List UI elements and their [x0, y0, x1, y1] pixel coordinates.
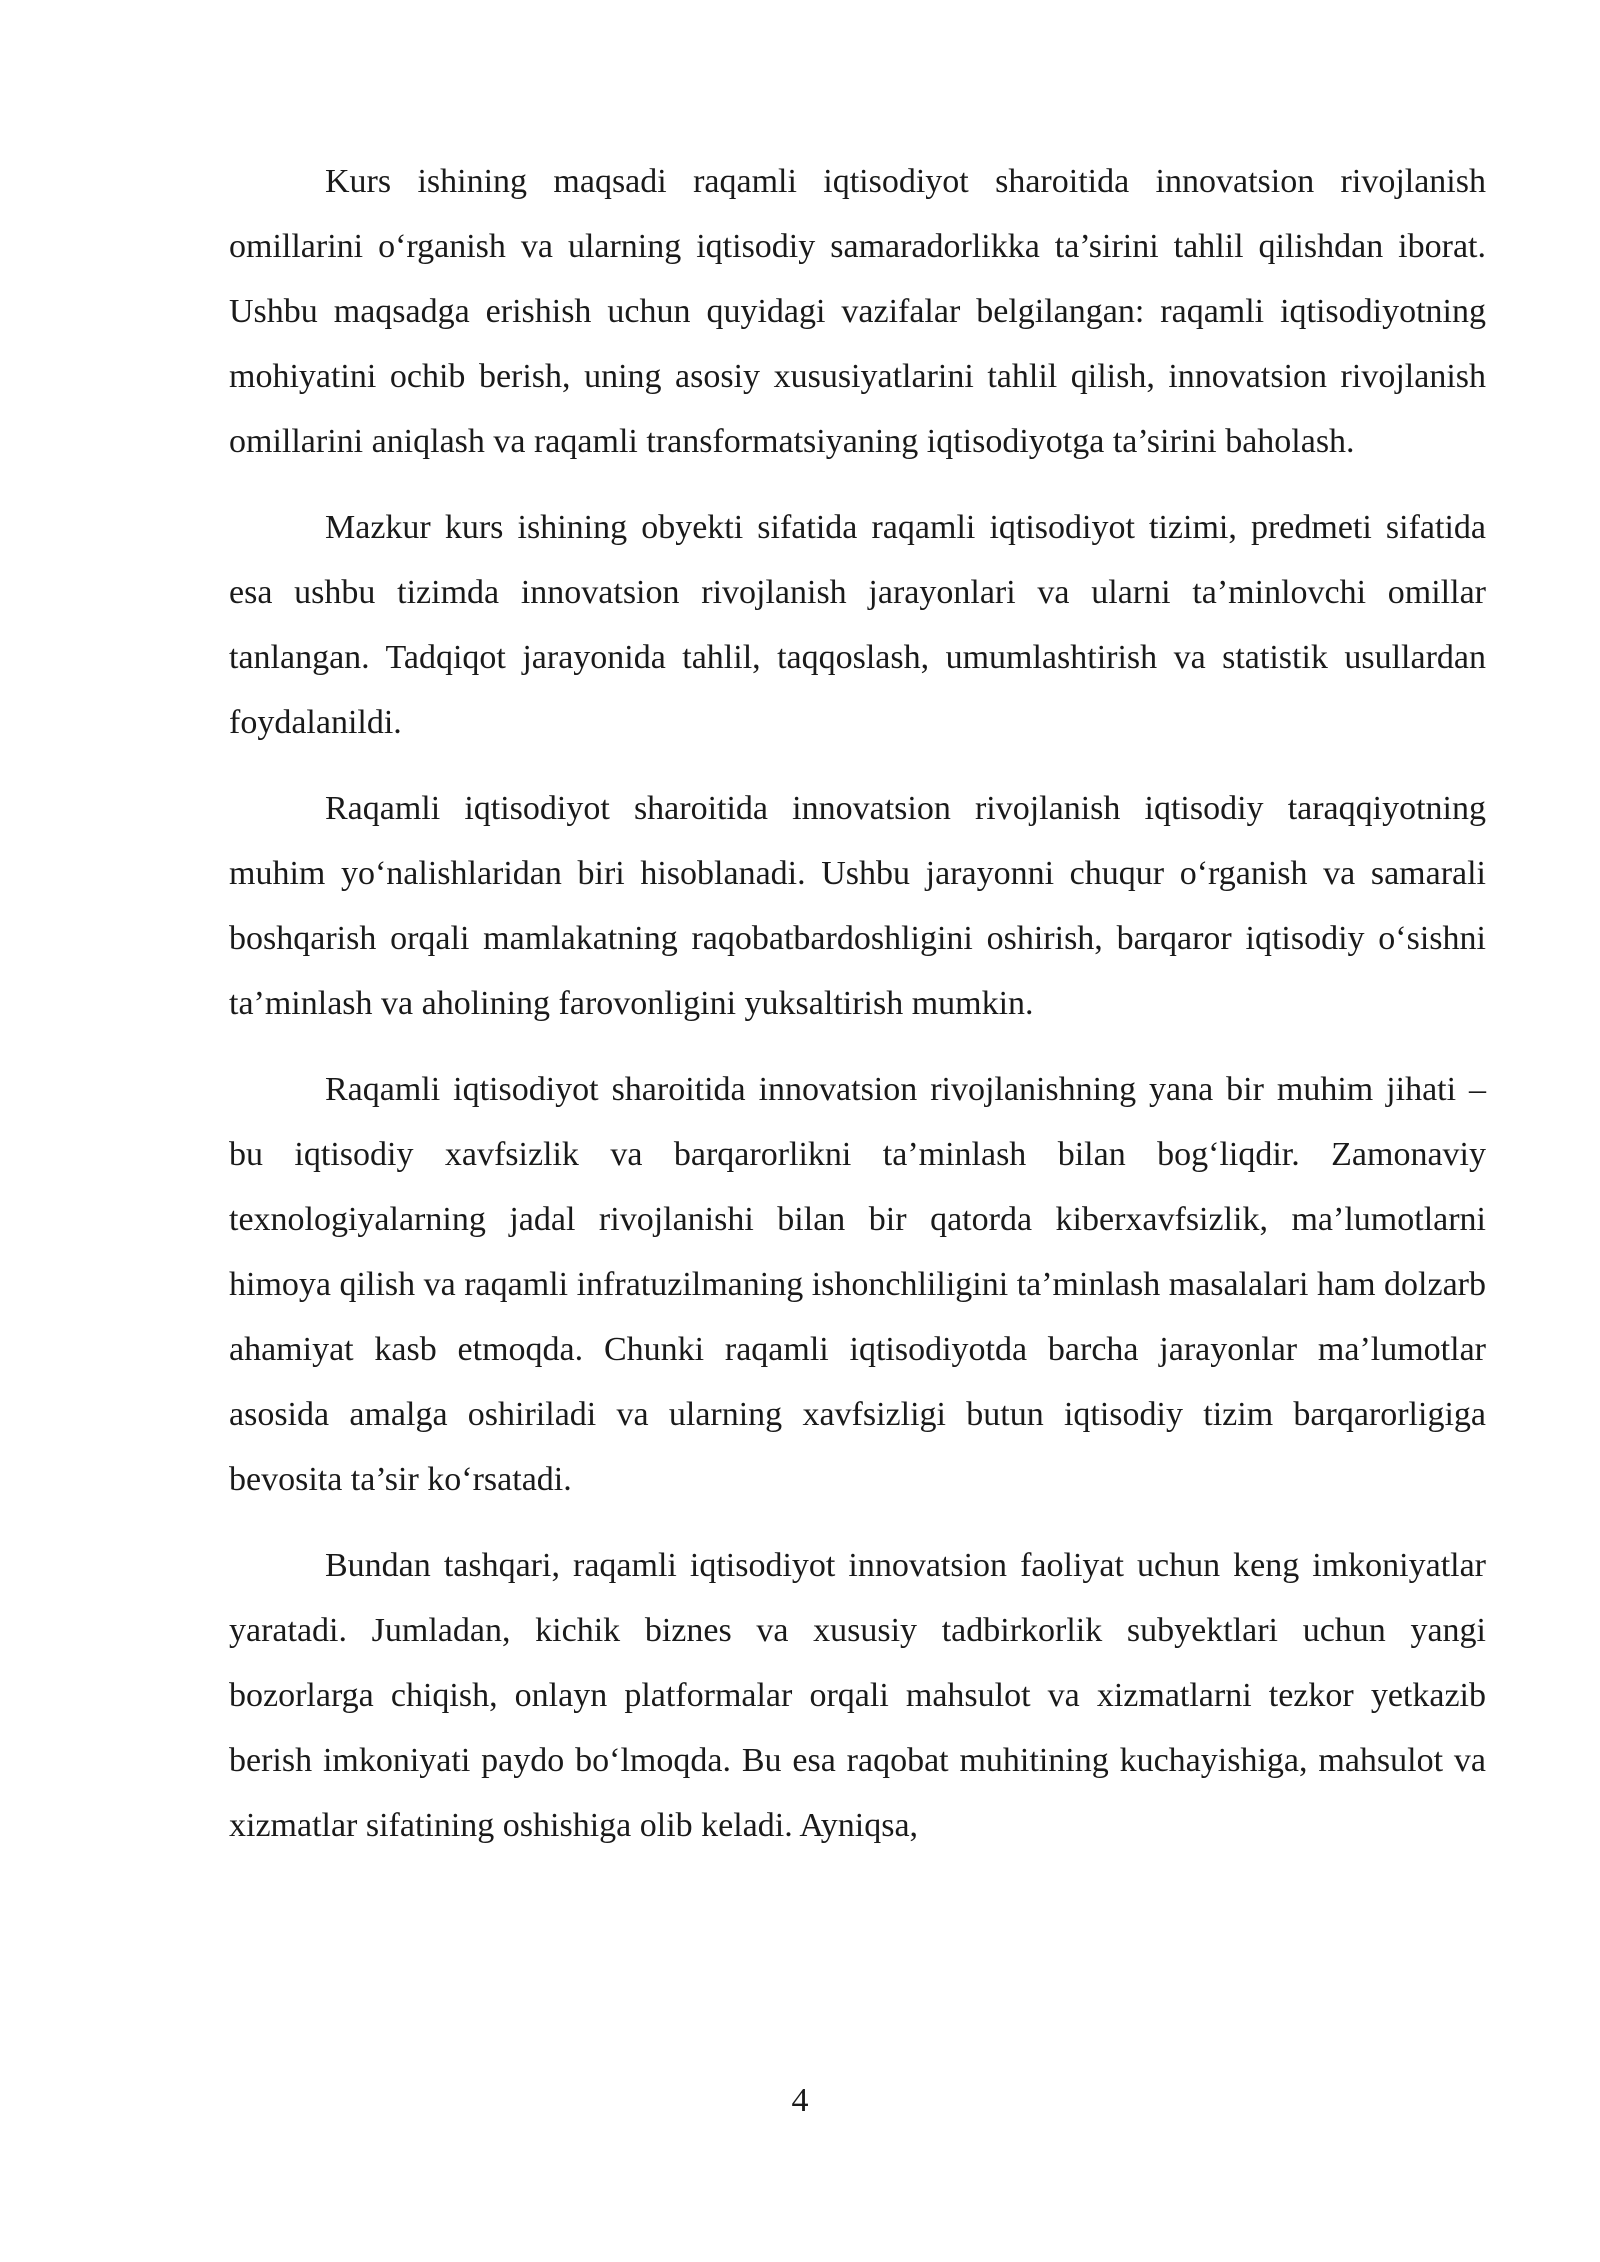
paragraph-opportunities: Bundan tashqari, raqamli iqtisodiyot innovatsion faoliyat uchun keng imkoniyatlar yaratadi. Jumladan, kichik biznes va xususiy tadbirkorlik subyektlari uchun yangi bozorlarga chiqish, onlayn platformalar orqali mahsulot va xizmatlarni tezkor yetkazib berish imkoniyati paydo bo‘lmoqda. Bu esa raqobat muhitining kuchayishiga, mahsulot va xizmatlar sifatining oshishiga olib keladi. Ayniqsa, — [229, 1547, 1486, 1844]
page-number: 4 — [791, 2082, 809, 2119]
paragraph-object-subject: Mazkur kurs ishining obyekti sifatida raqamli iqtisodiyot tizimi, predmeti sifatida esa ushbu tizimda innovatsion rivojlanish jarayonlari va ularni ta’minlovchi omillar tanlangan. Tadqiqot jarayonida tahlil, taqqoslash, umumlashtirish va statistik usullardan foydalanildi. — [229, 509, 1486, 741]
paragraph-importance: Raqamli iqtisodiyot sharoitida innovatsion rivojlanish iqtisodiy taraqqiyotning muhim yo‘nalishlaridan biri hisoblanadi. Ushbu jarayonni chuqur o‘rganish va samarali boshqarish orqali mamlakatning raqobatbardoshligini oshirish, barqaror iqtisodiy o‘sishni ta’minlash va aholining farovonligini yuksaltirish mumkin. — [229, 790, 1486, 1022]
paragraph-goal: Kurs ishining maqsadi raqamli iqtisodiyot sharoitida innovatsion rivojlanish omillarini o‘rganish va ularning iqtisodiy samaradorlikka ta’sirini tahlil qilishdan iborat. Ushbu maqsadga erishish uchun quyidagi vazifalar belgilangan: raqamli iqtisodiyotning mohiyatini ochib berish, uning asosiy xususiyatlarini tahlil qilish, innovatsion rivojlanish omillarini aniqlash va raqamli transformatsiyaning iqtisodiyotga ta’sirini baholash. — [229, 163, 1486, 460]
paragraph-security: Raqamli iqtisodiyot sharoitida innovatsion rivojlanishning yana bir muhim jihati – bu iqtisodiy xavfsizlik va barqarorlikni ta’minlash bilan bog‘liqdir. Zamonaviy texnologiyalarning jadal rivojlanishi bilan bir qatorda kiberxavfsizlik, ma’lumotlarni himoya qilish va raqamli infratuzilmaning ishonchliligini ta’minlash masalalari ham dolzarb ahamiyat kasb etmoqda. Chunki raqamli iqtisodiyotda barcha jarayonlar ma’lumotlar asosida amalga oshiriladi va ularning xavfsizligi butun iqtisodiy tizim barqarorligiga bevosita ta’sir ko‘rsatadi. — [229, 1071, 1486, 1498]
document-body — [229, 149, 1486, 1858]
